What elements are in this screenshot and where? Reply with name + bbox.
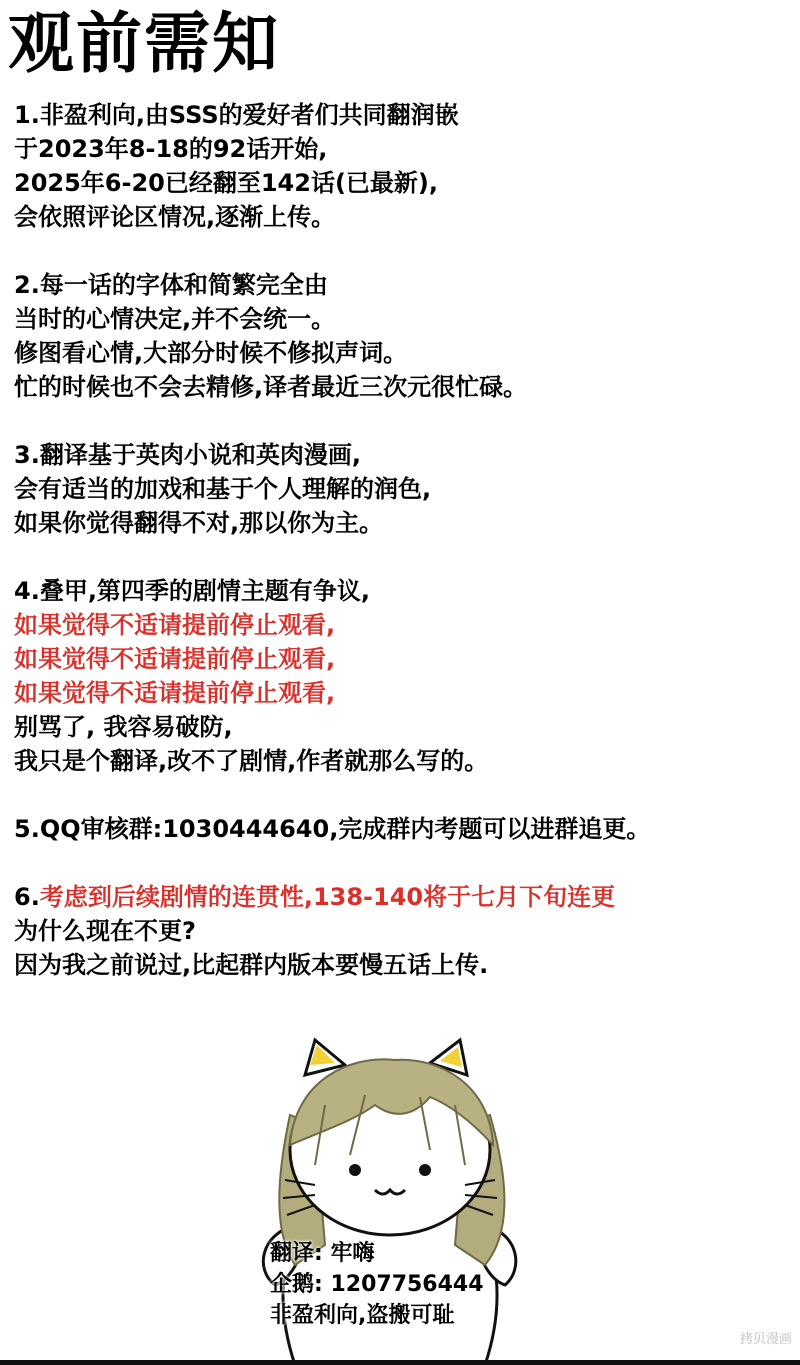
notice-line: 我只是个翻译,改不了剧情,作者就那么写的。 (14, 747, 489, 775)
site-watermark: 拷贝漫画 (739, 1332, 792, 1347)
warning-text: 考虑到后续剧情的连贯性,138-140将于七月下旬连更 (39, 883, 616, 911)
notice-line: 如果你觉得翻得不对,那以你为主。 (14, 509, 384, 537)
update-notice-line (14, 880, 794, 914)
notice-line: 因为我之前说过,比起群内版本要慢五话上传. (14, 951, 489, 979)
notice-list (14, 98, 794, 982)
non-profit-notice: 非盈利向,盗搬可耻 (270, 1303, 455, 1328)
warning-line: 如果觉得不适请提前停止观看, (14, 645, 336, 673)
translator-credit: 翻译: 牢嗨 (270, 1241, 375, 1266)
notice-line: 会依照评论区情况,逐渐上传。 (14, 203, 336, 231)
notice-line: 当时的心情决定,并不会统一。 (14, 305, 336, 333)
credits-block (270, 1238, 484, 1331)
warning-line: 如果觉得不适请提前停止观看, (14, 611, 336, 639)
notice-line: 2.每一话的字体和简繁完全由 (14, 271, 328, 299)
notice-line: 2025年6-20已经翻至142话(已最新), (14, 169, 439, 197)
notice-line: 修图看心情,大部分时候不修拟声词。 (14, 339, 408, 367)
qq-group-line: 5.QQ审核群:1030444640,完成群内考题可以进群追更。 (14, 815, 651, 843)
notice-line: 忙的时候也不会去精修,译者最近三次元很忙碌。 (14, 373, 528, 401)
page-title: 观前需知 (8, 5, 280, 82)
notice-line: 会有适当的加戏和基于个人理解的润色, (14, 475, 432, 503)
warning-line: 如果觉得不适请提前停止观看, (14, 679, 336, 707)
notice-line: 4.叠甲,第四季的剧情主题有争议, (14, 577, 371, 605)
notice-line: 3.翻译基于英肉小说和英肉漫画, (14, 441, 361, 469)
notice-line: 为什么现在不更? (14, 917, 196, 945)
bottom-border (0, 1360, 800, 1365)
notice-line: 于2023年8-18的92话开始, (14, 135, 328, 163)
item-number: 6. (14, 883, 40, 911)
notice-line: 1.非盈利向,由SSS的爱好者们共同翻润嵌 (14, 101, 459, 129)
notice-line: 别骂了, 我容易破防, (14, 713, 233, 741)
qq-contact: 企鹅: 1207756444 (270, 1272, 484, 1297)
